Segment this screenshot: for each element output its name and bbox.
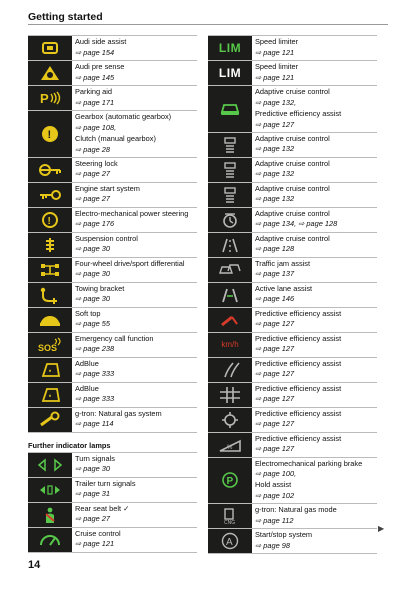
indicator-row (28, 207, 197, 232)
indicator-text-line: Predictive efficiency assist (255, 433, 342, 443)
page-reference-link[interactable]: ⇨ page 31 (75, 489, 110, 499)
svg-text:SOS: SOS (38, 342, 58, 353)
indicator-description (72, 333, 153, 357)
indicator-row (208, 407, 377, 432)
indicator-row (208, 457, 377, 504)
page-reference-link[interactable]: ⇨ page 134, ⇨ page 128 (255, 219, 338, 229)
indicator-description (252, 86, 341, 132)
indicator-text-line: Gearbox (automatic gearbox) (75, 112, 172, 121)
indicator-text-line: Speed limiter (255, 37, 299, 46)
towing-bracket-icon (28, 283, 72, 307)
turn-signals-icon (28, 453, 72, 477)
indicator-row (28, 257, 197, 282)
suspension-control-icon (28, 233, 72, 257)
indicator-row (28, 477, 197, 502)
cng-icon (208, 504, 252, 528)
indicator-row (208, 232, 377, 257)
indicator-description (252, 158, 330, 182)
indicator-text-line: Trailer turn signals (75, 478, 136, 488)
page-header-title: Getting started (28, 11, 103, 23)
indicator-description (252, 433, 341, 457)
indicator-text-line: Electro-mechanical power steering (75, 208, 189, 218)
page-reference-link[interactable]: ⇨ page 127 (255, 344, 295, 354)
indicator-description (72, 478, 136, 502)
indicator-description (252, 283, 312, 307)
indicator-row (208, 503, 377, 528)
indicator-row (28, 527, 197, 553)
side-assist-icon (28, 36, 72, 60)
indicator-text-line: Start/stop system (255, 530, 313, 539)
page-reference-link[interactable]: ⇨ page 121 (255, 47, 295, 57)
page-reference-link[interactable]: ⇨ page 30 (75, 294, 110, 304)
acc-distance-icon (208, 133, 252, 157)
indicator-row (28, 232, 197, 257)
indicator-text-line: Predictive efficiency assist (255, 383, 342, 393)
indicator-row (28, 157, 197, 182)
indicator-text-line: Predictive efficiency assist (255, 358, 342, 368)
intersection-icon (208, 383, 252, 407)
page-reference-link[interactable]: ⇨ page 114 (75, 419, 114, 429)
page-reference-link[interactable]: ⇨ page 30 (75, 269, 110, 279)
svg-text:CNG: CNG (224, 520, 236, 525)
page-reference-link[interactable]: ⇨ page 132 (255, 194, 295, 204)
indicator-text-line: Steering lock (75, 158, 118, 168)
page-reference-link[interactable]: ⇨ page 28 (75, 144, 110, 154)
page-reference-link[interactable]: ⇨ page 154 (75, 47, 115, 57)
svg-text:!: ! (47, 215, 51, 227)
page-reference-link[interactable]: ⇨ page 333 (75, 394, 115, 404)
page-reference-link[interactable]: ⇨ page 127 (255, 444, 295, 454)
indicator-text-line: g-tron: Natural gas system (75, 408, 162, 418)
indicator-row (208, 132, 377, 157)
indicator-text-line: Clutch (manual gearbox) (75, 133, 156, 143)
indicator-description (252, 183, 330, 207)
indicator-row (28, 407, 197, 433)
indicator-row (28, 35, 197, 60)
indicator-description (72, 528, 121, 552)
cruise-control-icon (28, 528, 72, 552)
indicator-text-line: Adaptive cruise control (255, 133, 330, 143)
indicator-description (72, 158, 118, 182)
page-reference-link[interactable]: ⇨ page 121 (255, 72, 295, 82)
indicator-description (72, 283, 124, 307)
page-reference-link[interactable]: ⇨ page 171 (75, 97, 115, 107)
indicator-text-line: Adaptive cruise control (255, 158, 330, 168)
indicator-description (72, 358, 114, 382)
indicator-row (208, 157, 377, 182)
page-reference-link[interactable]: ⇨ page 121 (75, 539, 115, 549)
indicator-description (252, 383, 341, 407)
indicator-text-line: Adaptive cruise control (255, 208, 330, 218)
indicator-row (28, 357, 197, 382)
kmh-icon (208, 333, 252, 357)
indicator-description (72, 453, 115, 477)
svg-text:P: P (40, 91, 49, 106)
indicator-text-line: AdBlue (75, 383, 99, 393)
four-wheel-drive-icon (28, 258, 72, 282)
page-reference-link[interactable]: ⇨ page 127 (255, 419, 295, 429)
indicator-text-line: Audi pre sense (75, 62, 125, 71)
further-indicator-list (28, 452, 197, 553)
indicator-description (72, 408, 162, 432)
soft-top-icon (28, 308, 72, 332)
page-reference-link[interactable]: ⇨ page 127 (255, 319, 295, 329)
page-reference-link[interactable]: ⇨ page 132 (255, 144, 295, 154)
adblue-icon (28, 383, 72, 407)
indicator-description (252, 408, 341, 432)
indicator-text-line: Engine start system (75, 183, 140, 193)
acc-distance-icon (208, 183, 252, 207)
indicator-text-line: Rear seat belt ✓ (75, 503, 130, 513)
indicator-row (28, 110, 197, 157)
indicator-row (208, 382, 377, 407)
indicator-description (72, 308, 110, 332)
wrench-icon (28, 408, 72, 432)
indicator-text-line: ⇨ page 108, (75, 122, 117, 132)
indicator-row (208, 257, 377, 282)
indicator-description (72, 183, 140, 207)
page-reference-link[interactable]: ⇨ page 333 (75, 369, 115, 379)
indicator-row (208, 182, 377, 207)
page-reference-link[interactable]: ⇨ page 102 (255, 491, 295, 501)
trailer-turn-signals-icon (28, 478, 72, 502)
indicator-description (252, 133, 330, 157)
svg-text:!: ! (47, 128, 52, 141)
indicator-description (72, 111, 171, 157)
indicator-text-line: Four-wheel drive/sport differential (75, 258, 185, 268)
indicator-row (28, 182, 197, 207)
indicator-text-line: Soft top (75, 308, 101, 318)
indicator-row (208, 432, 377, 457)
rear-seat-belt-icon (28, 503, 72, 527)
indicator-text-line: Predictive efficiency assist (255, 333, 342, 343)
header-divider (28, 24, 388, 25)
indicator-description (252, 504, 337, 528)
page-reference-link[interactable]: ⇨ page 127 (255, 394, 295, 404)
indicator-text-line: ⇨ page 132, (255, 97, 297, 107)
indicator-description (72, 208, 188, 232)
page-reference-link[interactable]: ⇨ page 55 (75, 319, 110, 329)
indicator-text-line: Active lane assist (255, 283, 313, 293)
indicator-text-line: Turn signals (75, 453, 115, 463)
indicator-row (28, 502, 197, 527)
indicator-row (208, 60, 377, 85)
indicator-text-line: Audi side assist (75, 37, 127, 46)
parking-aid-icon (28, 86, 72, 110)
indicator-description (252, 529, 312, 553)
indicator-description (72, 383, 114, 407)
indicator-row (28, 85, 197, 110)
page-reference-link[interactable]: ⇨ page 132 (255, 169, 295, 179)
slope-icon (208, 433, 252, 457)
traffic-jam-icon (208, 258, 252, 282)
indicator-description (252, 358, 341, 382)
indicator-text-line: Adaptive cruise control (255, 233, 330, 243)
right-indicator-list (208, 35, 377, 554)
parking-brake-icon (208, 458, 252, 504)
left-column (28, 35, 197, 553)
indicator-text-line: ⇨ page 100, (255, 469, 297, 479)
road-curve-icon (208, 358, 252, 382)
page-number: 14 (28, 559, 41, 571)
page-reference-link[interactable]: ⇨ page 30 (75, 464, 110, 474)
indicator-row (208, 357, 377, 382)
start-stop-icon (208, 529, 252, 553)
acc-distance-icon (208, 158, 252, 182)
page-reference-link[interactable]: ⇨ page 27 (75, 514, 110, 524)
indicator-text-line: Parking aid (75, 87, 112, 96)
acc-lane-icon (208, 233, 252, 257)
indicator-description (252, 233, 330, 257)
indicator-row (28, 382, 197, 407)
svg-text:A: A (226, 537, 233, 548)
efficiency-arrow-icon (208, 308, 252, 332)
page-reference-link[interactable]: ⇨ page 238 (75, 344, 115, 354)
indicator-text-line: Hold assist (255, 480, 292, 490)
indicator-text-line: Predictive efficiency assist (255, 108, 342, 118)
indicator-text-line: Emergency call function (75, 333, 154, 343)
indicator-row (208, 332, 377, 357)
indicator-text-line: Suspension control (75, 233, 138, 243)
indicator-text-line: Predictive efficiency assist (255, 408, 342, 418)
page-reference-link[interactable]: ⇨ page 176 (75, 219, 115, 229)
indicator-text-line: Cruise control (75, 528, 121, 538)
roundabout-icon (208, 408, 252, 432)
indicator-row (208, 282, 377, 307)
indicator-text-line: Electromechanical parking brake (255, 458, 363, 468)
acc-timer-icon (208, 208, 252, 232)
page-reference-link[interactable]: ⇨ page 112 (255, 515, 294, 525)
page-reference-link[interactable]: ⇨ page 137 (255, 269, 295, 279)
adblue-icon (28, 358, 72, 382)
indicator-description (72, 258, 185, 282)
indicator-description (72, 86, 114, 110)
indicator-text-line: AdBlue (75, 358, 99, 368)
indicator-row (208, 528, 377, 554)
indicator-row (208, 35, 377, 60)
page-reference-link[interactable]: ⇨ page 30 (75, 244, 110, 254)
indicator-description (252, 308, 341, 332)
page-reference-link[interactable]: ⇨ page 127 (255, 119, 295, 129)
indicator-text-line: Adaptive cruise control (255, 87, 330, 96)
lim-icon (208, 61, 252, 85)
indicator-row (28, 282, 197, 307)
lane-assist-icon (208, 283, 252, 307)
page-reference-link[interactable]: ⇨ page 145 (75, 72, 115, 82)
indicator-description (72, 233, 138, 257)
indicator-description (72, 503, 129, 527)
icon-label: km/h (221, 340, 239, 349)
left-indicator-list (28, 35, 197, 433)
svg-text:P: P (226, 476, 234, 488)
indicator-text-line: Traffic jam assist (255, 258, 311, 268)
page-reference-link[interactable]: ⇨ page 128 (255, 244, 295, 254)
icon-label: LIM (218, 41, 242, 55)
indicator-text-line: g-tron: Natural gas mode (255, 505, 337, 514)
gearbox-icon (28, 111, 72, 157)
steering-lock-icon (28, 158, 72, 182)
svg-text:%: % (227, 444, 233, 451)
page-reference-link[interactable]: ⇨ page 146 (255, 294, 295, 304)
indicator-row (208, 85, 377, 132)
lim-icon (208, 36, 252, 60)
icon-label: LIM (218, 66, 242, 80)
indicator-row (28, 332, 197, 357)
indicator-text-line: Towing bracket (75, 283, 125, 293)
page-reference-link[interactable]: ⇨ page 27 (75, 169, 110, 179)
indicator-description (72, 61, 124, 85)
indicator-row (208, 307, 377, 332)
indicator-row (28, 307, 197, 332)
engine-start-icon (28, 183, 72, 207)
indicator-text-line: Speed limiter (255, 62, 299, 71)
right-column (208, 35, 377, 554)
indicator-row (28, 452, 197, 477)
car-front-icon (208, 86, 252, 132)
indicator-description (252, 458, 362, 504)
continue-arrow-icon: ▶ (378, 524, 385, 533)
indicator-description (252, 36, 298, 60)
power-steering-icon (28, 208, 72, 232)
indicator-description (252, 61, 298, 85)
indicator-text-line: Predictive efficiency assist (255, 308, 342, 318)
indicator-row (28, 60, 197, 85)
further-indicator-heading: Further indicator lamps (28, 440, 111, 450)
indicator-description (252, 258, 310, 282)
page-reference-link[interactable]: ⇨ page 98 (255, 540, 290, 550)
page-reference-link[interactable]: ⇨ page 127 (255, 369, 295, 379)
page-reference-link[interactable]: ⇨ page 27 (75, 194, 110, 204)
indicator-description (252, 333, 341, 357)
sos-icon (28, 333, 72, 357)
indicator-text-line: Adaptive cruise control (255, 183, 330, 193)
indicator-row (208, 207, 377, 232)
indicator-description (252, 208, 337, 232)
pre-sense-icon (28, 61, 72, 85)
indicator-description (72, 36, 126, 60)
